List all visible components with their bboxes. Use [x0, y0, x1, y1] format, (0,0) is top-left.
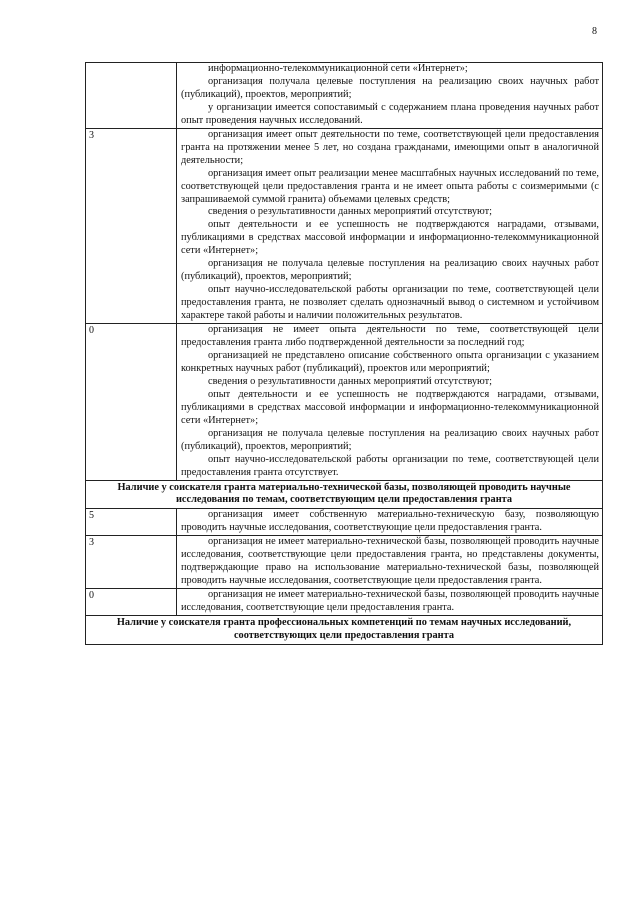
criterion-row: [86, 589, 603, 616]
criterion-paragraph: организация не имеет опыта деятельности по теме, соответствующей цели предоставления гранта либо подтвержденной деятельности за последний год;: [181, 324, 599, 349]
score-cell: [86, 63, 177, 129]
score-cell: 3: [86, 128, 177, 323]
criterion-paragraph: организацией не представлено описание собственного опыта организации с указанием конкретных научных работ (публикаций), проектов или мероприятий;: [181, 349, 599, 374]
criterion-paragraph: сведения о результативности данных мероприятий отсутствуют;: [208, 375, 493, 387]
criterion-paragraph: опыт научно-исследовательской работы организации по теме, соответствующей цели предоставления гранта, не позволяет сделать однозначный вывод о системном и устойчивом характере такой работы и наличии положительных результатов.: [181, 284, 599, 322]
page-number: 8: [592, 26, 597, 37]
criterion-description: [177, 536, 603, 589]
criterion-description: [177, 324, 603, 480]
criterion-paragraph: опыт научно-исследовательской работы организации по теме, соответствующей цели предоставления гранта отсутствует.: [181, 453, 599, 478]
section-header-row: [86, 616, 603, 645]
criterion-row: [86, 509, 603, 536]
criteria-table-body: [86, 63, 603, 645]
criterion-paragraph: организация получала целевые поступления на реализацию своих научных работ (публикаций), проектов, мероприятий;: [181, 75, 599, 100]
score-cell: 0: [86, 324, 177, 480]
criterion-paragraph: организация не получала целевые поступления на реализацию своих научных работ (публикаций), проектов, мероприятий;: [181, 427, 599, 452]
criterion-description: [177, 509, 603, 536]
criterion-paragraph: у организации имеется сопоставимый с содержанием плана проведения научных работ опыт проведения научных исследований.: [181, 101, 599, 126]
criterion-paragraph: организация не получала целевые поступления на реализацию своих научных работ (публикаций), проектов, мероприятий;: [181, 258, 599, 283]
criteria-table: [85, 62, 603, 645]
criterion-row: [86, 63, 603, 129]
criterion-row: [86, 324, 603, 480]
section-title: Наличие у соискателя гранта профессиональных компетенций по темам научных исследований, соответствующих цели предоставления гранта: [86, 616, 603, 645]
criterion-paragraph: организация не имеет материально-технической базы, позволяющей проводить научные исследования, соответствующие цели предоставления гранта.: [181, 589, 599, 614]
criterion-paragraph: организация имеет опыт реализации менее масштабных научных исследований по теме, соответствующей цели предоставления гранта и не имеет опыта работы с соизмеримыми (с запрашиваемой суммой гранита) объемами целевых средств;: [181, 167, 599, 205]
criterion-row: [86, 128, 603, 323]
section-title: Наличие у соискателя гранта материально-технической базы, позволяющей проводить научные исследования по темам, соответствующим цели предоставления гранта: [86, 480, 603, 509]
criterion-paragraph: организация имеет собственную материально-техническую базу, позволяющую проводить научные исследования, соответствующие цели предоставления гранта.: [181, 509, 599, 534]
criterion-paragraph: опыт деятельности и ее успешность не подтверждаются наградами, отзывами, публикациями в средствах массовой информации и информационно-телекоммуникационной сети «Интернет»;: [181, 219, 599, 257]
criterion-paragraph: организация имеет опыт деятельности по теме, соответствующей цели предоставления гранта на протяжении менее 5 лет, но создана гражданами, имеющими опыт в аналогичной деятельности;: [181, 128, 599, 166]
criterion-description: [177, 128, 603, 323]
criterion-row: [86, 536, 603, 589]
criterion-paragraph: опыт деятельности и ее успешность не подтверждаются наградами, отзывами, публикациями в средствах массовой информации и информационно-телекоммуникационной сети «Интернет»;: [181, 388, 599, 426]
criterion-paragraph: сведения о результативности данных мероприятий отсутствуют;: [208, 206, 493, 218]
score-cell: 0: [86, 589, 177, 616]
criterion-paragraph: информационно-телекоммуникационной сети «Интернет»;: [208, 63, 468, 74]
criterion-description: [177, 63, 603, 129]
score-cell: 3: [86, 536, 177, 589]
score-cell: 5: [86, 509, 177, 536]
section-header-row: [86, 480, 603, 509]
criterion-description: [177, 589, 603, 616]
criterion-paragraph: организация не имеет материально-технической базы, позволяющей проводить научные исследования, соответствующие цели предоставления гранта, но представлены документы, подтверждающие право на использование материально-технической базы, позволяющей проводить научные исследования, соответствующие цели предоставления гранта.: [181, 536, 599, 587]
